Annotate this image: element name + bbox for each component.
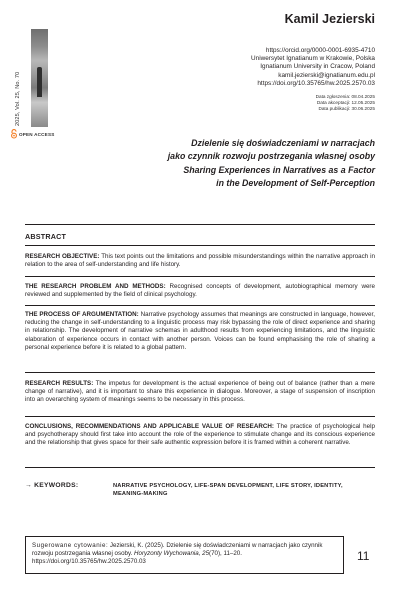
submission-dates — [316, 94, 375, 113]
section-label: RESEARCH OBJECTIVE: — [25, 253, 100, 260]
article-titles — [45, 137, 375, 190]
abstract-section-argumentation — [25, 311, 375, 352]
divider — [25, 416, 375, 417]
section-label: CONCLUSIONS, RECOMMENDATIONS AND APPLICABLE VALUE OF RESEARCH: — [25, 423, 274, 430]
citation-journal: Horyzonty Wychowania, 25 — [134, 550, 210, 558]
title-polish-line-2: jako czynnik rozwoju postrzegania własnej osoby — [167, 151, 375, 162]
article-doi[interactable]: https://doi.org/10.35765/hw.2025.2570.03 — [257, 79, 375, 87]
open-access-icon — [10, 129, 18, 139]
section-text: The practice of psychological help and psychotherapy should first take into account the role of the experience to stimulate change and its conscious experience and the relationship that gives space for their safe authentic expression before it is framed within a coherent narrative. — [25, 423, 376, 447]
date-published: Data publikacji: 30.06.2025 — [318, 106, 375, 112]
abstract-section-results — [25, 380, 375, 405]
abstract-section-objective — [25, 253, 375, 269]
title-english-line-2: in the Development of Self-Perception — [216, 177, 375, 188]
divider — [25, 467, 375, 468]
affiliation-polish: Uniwersytet Ignatianum w Krakowie, Polska — [251, 55, 375, 63]
open-access-label: OPEN ACCESS — [19, 131, 55, 137]
section-label: THE PROCESS OF ARGUMENTATION: — [25, 311, 139, 318]
divider — [25, 276, 375, 277]
author-name: Kamil Jezierski — [284, 12, 375, 26]
abstract-section-conclusions — [25, 423, 375, 448]
abstract-heading: ABSTRACT — [25, 232, 67, 241]
citation-label: Sugerowane cytowanie: — [32, 542, 109, 549]
journal-cover-image — [31, 29, 48, 127]
title-polish-line-1: Dzielenie się doświadczeniami w narracjach — [191, 138, 375, 148]
section-text: This text points out the limitations and possible misunderstandings within the narrative approach in relation to the area of self-understanding and life history. — [25, 253, 375, 269]
affiliation-english: Ignatianum University in Cracow, Poland — [260, 63, 375, 71]
author-email[interactable]: kamil.jezierski@ignatianum.edu.pl — [278, 71, 375, 79]
journal-volume-label: 2025, Vol. 25, No. 70 — [15, 71, 21, 126]
divider — [25, 305, 375, 306]
abstract-section-methods — [25, 283, 375, 299]
citation-text: Jezierski, K. (2025). Dzielenie się doświadczeniami w narracjach jako czynnik rozwoju postrzegania własnej osoby. — [32, 542, 323, 558]
divider — [25, 372, 375, 373]
citation-doi: (70), 11–20. https://doi.org/10.35765/hw.2025.2570.03 — [32, 550, 242, 566]
section-text: The impetus for development is the actual experience of being out of balance (rather than a mere change of narrative), and it is important to share this experience in dialogue. Moreover, a stage of suspension of inscription into an overarching system of meanings seems to be necessary in this process. — [25, 380, 375, 404]
date-submitted: Data zgłoszenia: 08.04.2025 — [315, 94, 375, 99]
section-label: RESEARCH RESULTS: — [25, 380, 94, 387]
cover-figure — [37, 67, 42, 97]
author-affiliation — [251, 47, 375, 88]
divider — [25, 224, 375, 225]
divider — [25, 245, 375, 246]
date-accepted: Data akceptacji: 12.05.2025 — [316, 100, 375, 106]
section-text: Recognised concepts of development, autobiographical memory were reviewed and supplemented by the field of clinical psychology. — [25, 283, 375, 299]
keywords-label: → KEYWORDS: — [25, 482, 79, 489]
suggested-citation — [25, 536, 344, 574]
section-label: THE RESEARCH PROBLEM AND METHODS: — [25, 283, 166, 290]
title-english-line-1: Sharing Experiences in Narratives as a Factor — [183, 164, 375, 175]
orcid-link[interactable]: https://orcid.org/0000-0001-6935-4710 — [265, 47, 375, 54]
section-text: Narrative psychology assumes that meanings are constructed in language, however, reducing the change in self-understanding to a linguistic process may risk bypassing the role of direct experience and sharing in relationship. The development of narrative schemas in adulthood results from experiencing limitations, and the linguistic elaboration of experience occurs in contact with another person. Voices can be found emphasising the role of sharing a personal experience before it is related to a global pattern. — [25, 311, 375, 351]
page-number: 11 — [357, 549, 370, 563]
keywords-list: NARRATIVE PSYCHOLOGY, LIFE-SPAN DEVELOPMENT, LIFE STORY, IDENTITY, MEANING-MAKING — [113, 483, 343, 498]
